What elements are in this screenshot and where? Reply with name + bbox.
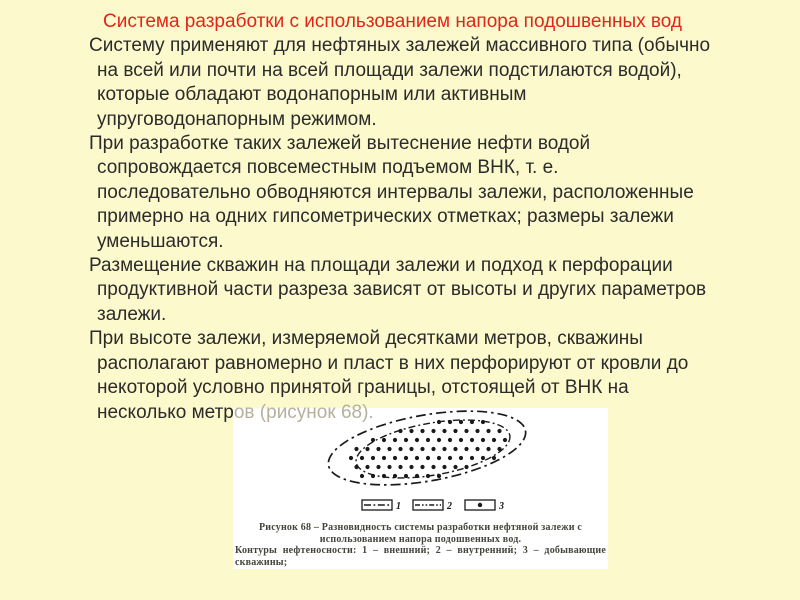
figure-caption xyxy=(233,522,608,568)
body-line: залежи. xyxy=(97,303,167,325)
legend-item-inner-contour xyxy=(413,500,452,512)
figure-box xyxy=(233,408,608,569)
legend-label-2: 2 xyxy=(447,501,452,512)
caption-line-4: скважины; xyxy=(235,556,288,568)
body-text-block xyxy=(0,10,800,425)
body-line: располагают равномерно и пласт в них перфорируют от кровли до xyxy=(97,352,689,374)
body-line: упруговодонапорным режимом. xyxy=(97,108,377,130)
body-line: При высоте залежи, измеряемой десятками метров, скважины xyxy=(89,328,643,350)
body-line: некоторой условно принятой границы, отстоящей от ВНК на xyxy=(97,377,629,399)
body-line: При разработке таких залежей вытеснение нефти водой xyxy=(89,133,591,155)
legend-label-1: 1 xyxy=(396,501,401,512)
body-line-ghost-part: ов (рисунок 68). xyxy=(233,401,374,423)
body-line: продуктивной части разреза зависят от высоты и других параметров xyxy=(97,279,707,301)
body-line: Систему применяют для нефтяных залежей массивного типа (обычно xyxy=(89,35,711,57)
body-line: уменьшаются. xyxy=(97,230,224,252)
body-line-visible-part: несколько метр xyxy=(97,401,234,423)
body-line: сопровождается повсеместным подъемом ВНК, т. е. xyxy=(97,157,559,179)
body-line: примерно на одних гипсометрических отметках; размеры залежи xyxy=(97,206,674,228)
body-line: на всей или почти на всей площади залежи подстилаются водой), xyxy=(97,59,682,81)
caption-line-2: использованием напора подошвенных вод. xyxy=(319,533,522,545)
body-line: Размещение скважин на площади залежи и подход к перфорации xyxy=(89,255,673,277)
well-dot-icon xyxy=(478,503,482,507)
caption-line-1: Рисунок 68 – Разновидность системы разработки нефтяной залежи с xyxy=(258,522,583,533)
body-line: которые обладают водонапорным или активным xyxy=(97,84,527,106)
caption-line-3: Контуры нефтеносности: 1 – внешний; 2 – внутренний; 3 – добывающие xyxy=(235,545,606,556)
body-line-partially-covered xyxy=(0,401,800,425)
legend-item-outer-contour xyxy=(362,500,401,512)
slide-title: Система разработки с использованием напора подошвенных вод xyxy=(103,11,682,32)
legend-item-wells xyxy=(465,500,504,512)
body-line: последовательно обводняются интервалы залежи, расположенные xyxy=(97,181,694,203)
legend-label-3: 3 xyxy=(499,501,504,512)
